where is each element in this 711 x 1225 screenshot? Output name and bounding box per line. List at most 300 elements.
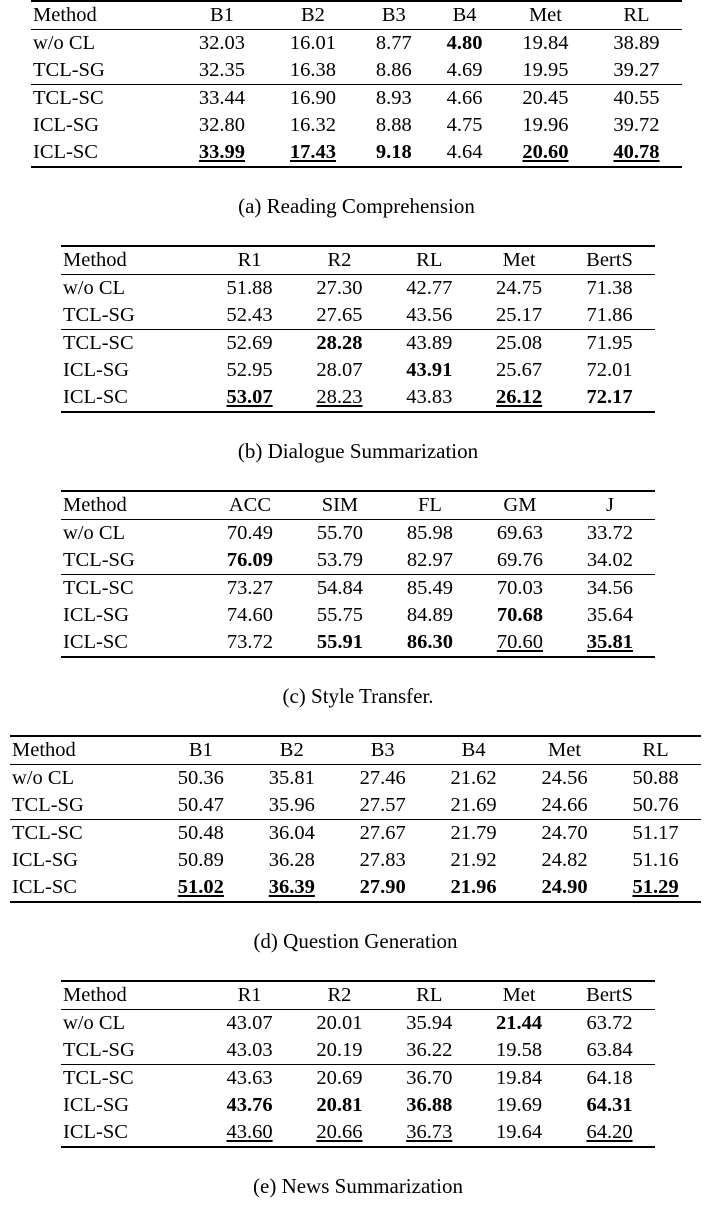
- metric-cell: [246, 874, 337, 902]
- metric-cell: [294, 1037, 384, 1065]
- metric-value: 38.89: [613, 31, 660, 54]
- metric-cell: [384, 1092, 474, 1119]
- results-table-c: [0, 490, 711, 735]
- metric-cell: [610, 847, 701, 874]
- metric-cell: [429, 112, 500, 139]
- metric-cell: [205, 357, 295, 384]
- metric-value: 64.18: [586, 1066, 633, 1089]
- metric-cell: [564, 1092, 655, 1119]
- metric-value: 69.63: [496, 521, 543, 544]
- metric-value: 53.79: [316, 548, 363, 571]
- table-row: [61, 575, 655, 603]
- table-row-group: [31, 85, 682, 168]
- table-row: [10, 820, 701, 848]
- metric-cell: [205, 275, 295, 303]
- table-d: [10, 735, 701, 903]
- method-name-cell: ICL-SC: [61, 1119, 205, 1147]
- metric-value: 35.94: [406, 1011, 453, 1034]
- table-a: [31, 0, 682, 168]
- metric-cell: [475, 575, 565, 603]
- metric-value: 71.95: [586, 331, 633, 354]
- metric-cell: [295, 629, 385, 657]
- metric-value: 8.93: [375, 86, 412, 109]
- metric-value: 70.49: [226, 521, 273, 544]
- metric-value: 4.66: [446, 86, 483, 109]
- metric-value: 76.09: [226, 548, 273, 571]
- method-name-cell: TCL-SC: [10, 820, 155, 848]
- metric-cell: [384, 1037, 474, 1065]
- column-header: R1: [205, 981, 295, 1010]
- table-header-row: [61, 246, 655, 275]
- metric-cell: [564, 330, 655, 358]
- metric-value: 20.45: [522, 86, 569, 109]
- metric-cell: [591, 85, 682, 113]
- metric-cell: [385, 520, 475, 548]
- table-row: [61, 1119, 655, 1147]
- metric-value: 17.43: [289, 140, 337, 163]
- metric-value: 50.89: [177, 848, 224, 871]
- metric-value: 20.81: [316, 1093, 363, 1116]
- method-name-cell: TCL-SG: [63, 1038, 135, 1061]
- metric-value: 35.81: [268, 766, 315, 789]
- metric-value: 8.88: [375, 113, 412, 136]
- column-header: B3: [337, 736, 428, 765]
- metric-cell: [385, 629, 475, 657]
- metric-cell: [384, 357, 474, 384]
- metric-value: 32.03: [198, 31, 246, 54]
- table-row-group: [61, 575, 655, 658]
- metric-value: 9.18: [375, 140, 412, 163]
- metric-value: 19.64: [496, 1120, 543, 1143]
- metric-value: 16.32: [289, 113, 337, 136]
- metric-cell: [358, 112, 429, 139]
- metric-cell: [500, 85, 591, 113]
- metric-value: 16.90: [289, 86, 337, 109]
- metric-value: 63.72: [586, 1011, 633, 1034]
- metric-value: 8.86: [375, 58, 412, 81]
- table-caption-e: (e) News Summarization: [253, 1174, 463, 1198]
- metric-cell: [474, 1010, 564, 1038]
- metric-cell: [474, 1119, 564, 1147]
- metric-value: 63.84: [586, 1038, 633, 1061]
- metric-cell: [358, 139, 429, 167]
- method-name-cell: w/o CL: [61, 1010, 205, 1038]
- metric-cell: [474, 302, 564, 330]
- metric-cell: [564, 1119, 655, 1147]
- metric-cell: [294, 330, 384, 358]
- table-caption-b: (b) Dialogue Summarization: [237, 439, 479, 463]
- metric-cell: [428, 874, 519, 902]
- metric-value: 35.64: [586, 603, 634, 626]
- results-table-a: [0, 0, 711, 245]
- metric-cell: [564, 302, 655, 330]
- metric-value: 25.17: [496, 303, 543, 326]
- metric-cell: [428, 847, 519, 874]
- metric-cell: [294, 1092, 384, 1119]
- metric-cell: [176, 112, 267, 139]
- metric-value: 4.75: [446, 113, 483, 136]
- metric-value: 36.88: [406, 1093, 453, 1116]
- metric-cell: [294, 357, 384, 384]
- metric-value: 40.55: [613, 86, 660, 109]
- metric-cell: [474, 330, 564, 358]
- metric-value: 19.84: [496, 1066, 543, 1089]
- table-row: [61, 357, 655, 384]
- metric-value: 70.03: [496, 576, 543, 599]
- metric-value: 84.89: [406, 603, 453, 626]
- method-name-cell: TCL-SG: [33, 58, 105, 81]
- metric-cell: [610, 820, 701, 848]
- column-header: SIM: [295, 491, 385, 520]
- method-name-cell: ICL-SG: [12, 848, 79, 871]
- metric-cell: [564, 275, 655, 303]
- metric-value: 20.19: [316, 1038, 363, 1061]
- metric-value: 70.60: [496, 630, 543, 653]
- metric-cell: [294, 1119, 384, 1147]
- table-row: [31, 30, 682, 58]
- metric-cell: [295, 547, 385, 575]
- table-row: [61, 520, 655, 548]
- metric-value: 27.46: [359, 766, 406, 789]
- metric-value: 85.49: [406, 576, 453, 599]
- column-header: GM: [475, 491, 565, 520]
- metric-value: 36.04: [268, 821, 315, 844]
- metric-cell: [205, 602, 295, 629]
- metric-value: 21.69: [450, 793, 497, 816]
- column-header: RL: [384, 246, 474, 275]
- metric-cell: [337, 847, 428, 874]
- table-row: [61, 629, 655, 657]
- table-row: [61, 602, 655, 629]
- table-row-group: [61, 520, 655, 575]
- table-row-group: [10, 765, 701, 820]
- table-row-group: [61, 275, 655, 330]
- metric-cell: [205, 1037, 295, 1065]
- metric-cell: [610, 874, 701, 902]
- column-header: BertS: [564, 981, 655, 1010]
- table-row: [10, 792, 701, 820]
- metric-cell: [384, 384, 474, 412]
- method-name-cell: ICL-SC: [61, 629, 205, 657]
- results-table-d: [0, 735, 711, 980]
- metric-cell: [205, 1092, 295, 1119]
- column-header: Method: [61, 246, 205, 275]
- table-b: [61, 245, 655, 413]
- metric-value: 73.72: [226, 630, 273, 653]
- metric-cell: [358, 85, 429, 113]
- metric-value: 55.91: [316, 630, 363, 653]
- metric-value: 43.60: [226, 1120, 273, 1143]
- metric-cell: [205, 520, 295, 548]
- metric-value: 34.02: [586, 548, 634, 571]
- method-name-cell: w/o CL: [61, 520, 205, 548]
- method-name-cell: TCL-SG: [63, 303, 135, 326]
- metric-cell: [564, 1065, 655, 1093]
- metric-value: 50.76: [632, 793, 679, 816]
- metric-cell: [205, 1010, 295, 1038]
- table-header-row: [61, 491, 655, 520]
- metric-cell: [565, 520, 655, 548]
- metric-value: 42.77: [406, 276, 453, 299]
- metric-value: 21.62: [450, 766, 497, 789]
- metric-value: 27.83: [359, 848, 406, 871]
- metric-value: 54.84: [316, 576, 363, 599]
- metric-value: 4.64: [446, 140, 483, 163]
- metric-value: 25.67: [496, 358, 543, 381]
- table-row: [10, 847, 701, 874]
- table-row: [61, 302, 655, 330]
- metric-value: 33.99: [198, 140, 246, 163]
- metric-value: 73.27: [226, 576, 273, 599]
- metric-cell: [294, 1010, 384, 1038]
- metric-cell: [519, 765, 610, 793]
- metric-value: 43.07: [226, 1011, 273, 1034]
- metric-cell: [519, 792, 610, 820]
- method-name-cell: TCL-SG: [12, 793, 84, 816]
- metric-value: 51.88: [226, 276, 273, 299]
- column-header: Method: [61, 981, 205, 1010]
- table-header-row: [31, 1, 682, 30]
- table-row: [61, 1037, 655, 1065]
- metric-value: 19.58: [496, 1038, 543, 1061]
- method-name-cell: ICL-SC: [31, 139, 176, 167]
- column-header: Met: [500, 1, 591, 30]
- metric-value: 20.66: [316, 1120, 363, 1143]
- method-name-cell: w/o CL: [61, 275, 205, 303]
- metric-cell: [475, 629, 565, 657]
- column-header: BertS: [564, 246, 655, 275]
- metric-cell: [385, 547, 475, 575]
- table-row: [31, 85, 682, 113]
- metric-value: 8.77: [375, 31, 412, 54]
- metric-cell: [610, 765, 701, 793]
- method-name-cell: ICL-SG: [63, 358, 130, 381]
- method-name-cell: ICL-SG: [33, 113, 100, 136]
- metric-value: 51.17: [632, 821, 679, 844]
- metric-value: 74.60: [226, 603, 273, 626]
- metric-value: 72.01: [586, 358, 633, 381]
- metric-value: 24.90: [541, 875, 588, 898]
- table-caption-c: (c) Style Transfer.: [282, 684, 434, 708]
- metric-cell: [295, 602, 385, 629]
- metric-cell: [246, 792, 337, 820]
- column-header: R2: [294, 246, 384, 275]
- metric-cell: [474, 1037, 564, 1065]
- metric-value: 71.38: [586, 276, 633, 299]
- metric-value: 64.31: [586, 1093, 633, 1116]
- column-header: Met: [519, 736, 610, 765]
- metric-cell: [267, 30, 358, 58]
- metric-value: 16.01: [289, 31, 337, 54]
- table-row: [61, 275, 655, 303]
- table-c: [61, 490, 655, 658]
- metric-value: 36.70: [406, 1066, 453, 1089]
- column-header: Met: [474, 981, 564, 1010]
- column-header: B4: [428, 736, 519, 765]
- metric-cell: [337, 820, 428, 848]
- metric-cell: [267, 112, 358, 139]
- metric-cell: [176, 57, 267, 85]
- column-header: ACC: [205, 491, 295, 520]
- metric-value: 35.96: [268, 793, 315, 816]
- table-row: [10, 874, 701, 902]
- metric-value: 28.07: [316, 358, 363, 381]
- table-row-group: [31, 30, 682, 85]
- table-row: [61, 1010, 655, 1038]
- metric-value: 32.80: [198, 113, 246, 136]
- table-header-row: [10, 736, 701, 765]
- metric-cell: [429, 30, 500, 58]
- metric-value: 20.60: [522, 140, 569, 163]
- metric-cell: [294, 302, 384, 330]
- metric-cell: [429, 57, 500, 85]
- metric-value: 34.56: [586, 576, 634, 599]
- metric-value: 27.65: [316, 303, 363, 326]
- metric-cell: [267, 57, 358, 85]
- column-header: RL: [384, 981, 474, 1010]
- metric-value: 43.83: [406, 385, 453, 408]
- metric-cell: [176, 85, 267, 113]
- metric-cell: [475, 547, 565, 575]
- method-name-cell: ICL-SC: [61, 384, 205, 412]
- method-name-cell: ICL-SC: [10, 874, 155, 902]
- metric-value: 21.96: [450, 875, 497, 898]
- metric-value: 50.47: [177, 793, 224, 816]
- metric-value: 43.76: [226, 1093, 273, 1116]
- metric-value: 51.02: [177, 875, 224, 898]
- metric-value: 24.70: [541, 821, 588, 844]
- metric-cell: [205, 384, 295, 412]
- table-row: [61, 330, 655, 358]
- column-header: B2: [246, 736, 337, 765]
- metric-cell: [384, 1010, 474, 1038]
- method-name-cell: ICL-SG: [63, 603, 130, 626]
- metric-cell: [295, 520, 385, 548]
- metric-cell: [565, 629, 655, 657]
- metric-value: 21.79: [450, 821, 497, 844]
- metric-value: 32.35: [198, 58, 246, 81]
- metric-value: 19.95: [522, 58, 569, 81]
- metric-cell: [610, 792, 701, 820]
- metric-value: 43.63: [226, 1066, 273, 1089]
- metric-value: 43.03: [226, 1038, 273, 1061]
- table-row: [31, 57, 682, 85]
- metric-value: 69.76: [496, 548, 543, 571]
- metric-cell: [294, 1065, 384, 1093]
- metric-cell: [384, 1119, 474, 1147]
- metric-value: 19.84: [522, 31, 569, 54]
- table-row-group: [61, 330, 655, 413]
- metric-value: 55.75: [316, 603, 363, 626]
- results-table-e: [0, 980, 711, 1225]
- column-header: B4: [429, 1, 500, 30]
- metric-value: 21.92: [450, 848, 497, 871]
- table-row: [61, 547, 655, 575]
- metric-cell: [591, 112, 682, 139]
- metric-cell: [385, 575, 475, 603]
- metric-value: 52.69: [226, 331, 273, 354]
- table-caption-d: (d) Question Generation: [253, 929, 458, 953]
- metric-cell: [246, 820, 337, 848]
- table-row-group: [10, 820, 701, 903]
- metric-value: 50.48: [177, 821, 224, 844]
- metric-value: 36.22: [406, 1038, 453, 1061]
- metric-cell: [337, 765, 428, 793]
- metric-cell: [474, 1065, 564, 1093]
- metric-value: 20.01: [316, 1011, 363, 1034]
- metric-cell: [564, 357, 655, 384]
- method-name-cell: TCL-SC: [61, 330, 205, 358]
- metric-cell: [500, 57, 591, 85]
- metric-cell: [246, 847, 337, 874]
- metric-cell: [591, 30, 682, 58]
- metric-cell: [591, 139, 682, 167]
- metric-cell: [358, 30, 429, 58]
- column-header: B2: [267, 1, 358, 30]
- metric-value: 36.39: [268, 875, 315, 898]
- metric-value: 28.23: [316, 385, 363, 408]
- metric-cell: [474, 384, 564, 412]
- table-caption-a: (a) Reading Comprehension: [238, 194, 475, 218]
- metric-cell: [384, 302, 474, 330]
- metric-value: 50.88: [632, 766, 679, 789]
- metric-value: 86.30: [406, 630, 453, 653]
- table-row: [31, 112, 682, 139]
- metric-value: 33.72: [586, 521, 634, 544]
- metric-cell: [564, 1037, 655, 1065]
- metric-cell: [429, 139, 500, 167]
- metric-cell: [519, 874, 610, 902]
- metric-cell: [564, 384, 655, 412]
- metric-cell: [337, 874, 428, 902]
- metric-value: 27.30: [316, 276, 363, 299]
- metric-cell: [475, 520, 565, 548]
- method-name-cell: ICL-SG: [63, 1093, 130, 1116]
- metric-cell: [474, 357, 564, 384]
- metric-cell: [384, 330, 474, 358]
- metric-value: 27.57: [359, 793, 406, 816]
- column-header: B3: [358, 1, 429, 30]
- metric-cell: [155, 820, 246, 848]
- metric-value: 53.07: [226, 385, 273, 408]
- column-header: RL: [610, 736, 701, 765]
- metric-value: 36.28: [268, 848, 315, 871]
- column-header: R1: [205, 246, 295, 275]
- metric-cell: [428, 792, 519, 820]
- metric-cell: [384, 275, 474, 303]
- metric-cell: [176, 30, 267, 58]
- table-e: [61, 980, 655, 1148]
- metric-cell: [429, 85, 500, 113]
- metric-value: 24.82: [541, 848, 588, 871]
- metric-value: 21.44: [496, 1011, 543, 1034]
- metric-value: 24.56: [541, 766, 588, 789]
- column-header: J: [565, 491, 655, 520]
- metric-value: 71.86: [586, 303, 633, 326]
- metric-cell: [475, 602, 565, 629]
- metric-cell: [385, 602, 475, 629]
- metric-cell: [246, 765, 337, 793]
- metric-cell: [205, 1119, 295, 1147]
- metric-cell: [474, 275, 564, 303]
- metric-value: 51.16: [632, 848, 679, 871]
- method-name-cell: TCL-SG: [63, 548, 135, 571]
- metric-value: 27.67: [359, 821, 406, 844]
- table-row: [31, 139, 682, 167]
- column-header: Met: [474, 246, 564, 275]
- method-name-cell: TCL-SC: [61, 575, 205, 603]
- metric-cell: [155, 847, 246, 874]
